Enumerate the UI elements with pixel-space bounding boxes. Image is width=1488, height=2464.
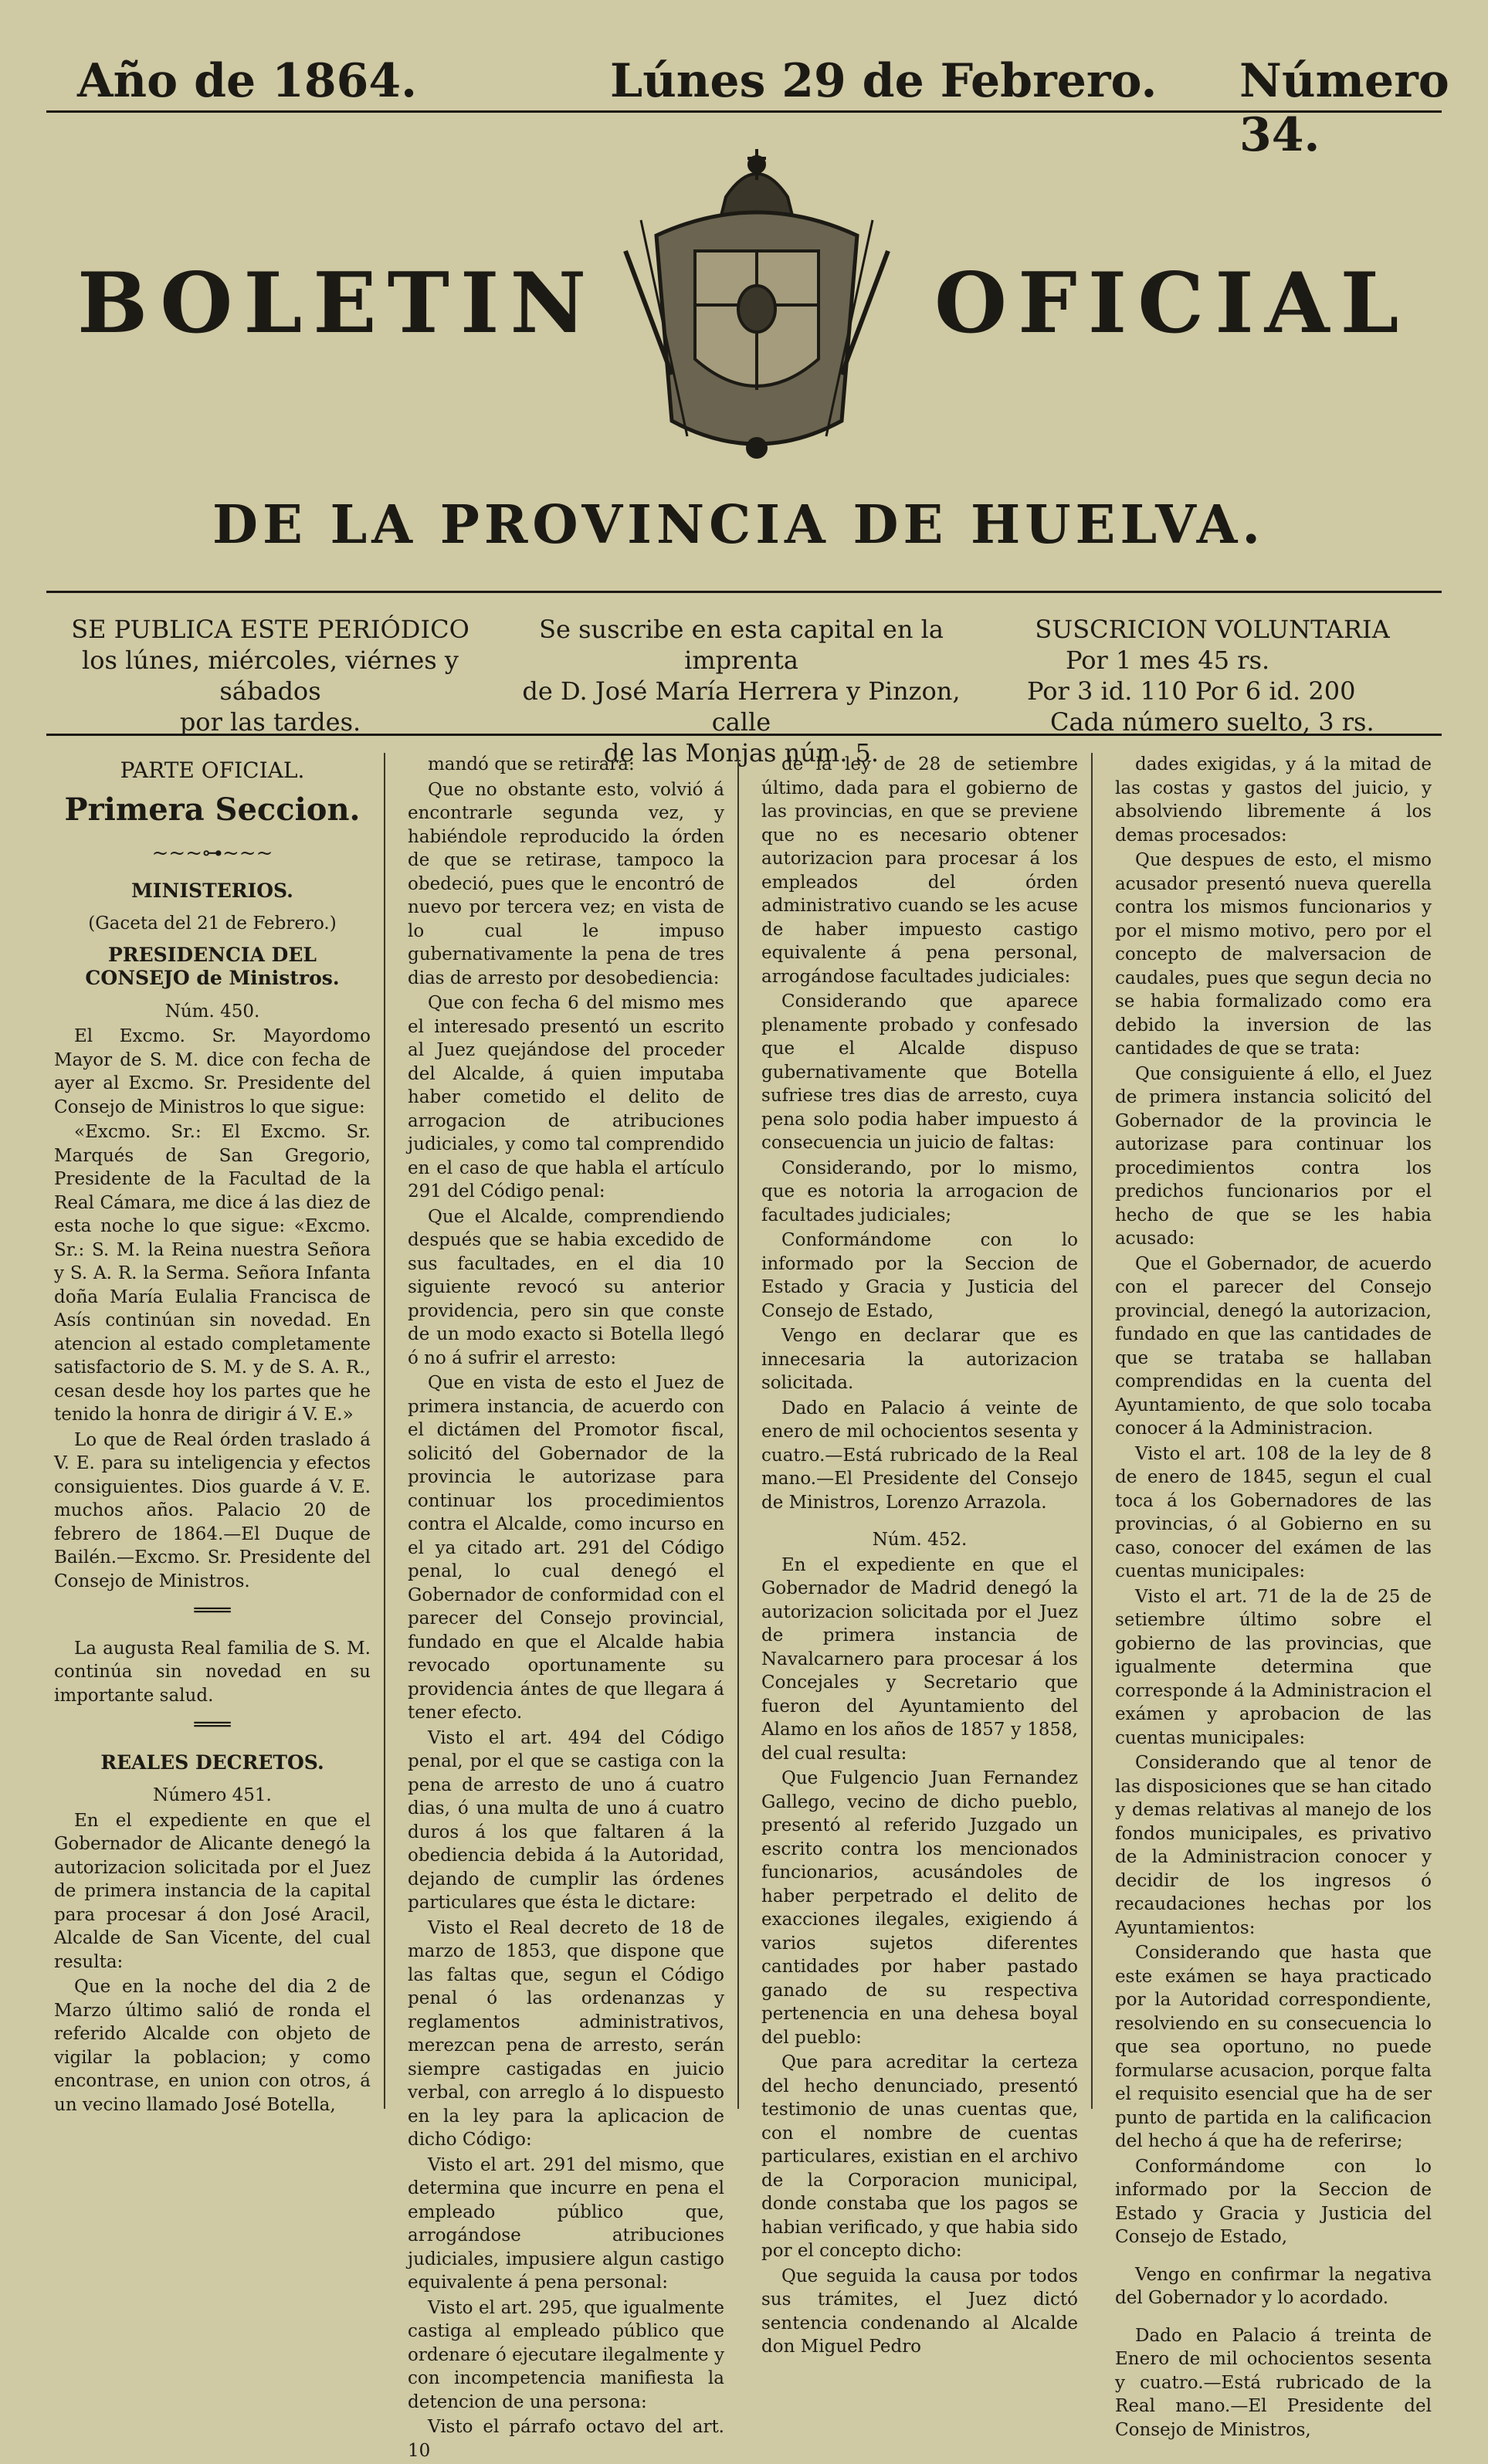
masthead-title-right: OFICIAL <box>934 255 1410 352</box>
column-3-paragraph: de la ley de 28 de setiembre último, dada para el gobierno de las provincias, en que se previene que no es necesario obtener autorizacion para procesar á los empleados del órden administrativo cuando se les acuse de haber impuesto castigo equivalente á pena personal, arrogándose facultades judiciales: <box>761 754 1078 987</box>
column-divider-1 <box>384 753 385 2109</box>
column-2-paragraph: Que en vista de esto el Juez de primera instancia, de acuerdo con el dictámen del Promotor fiscal, solicitó del Gobernador de la provincia le autorizase para continuar los procedimientos contra el Alcalde, como incurso en el ya citado art. 291 del Código penal, lo cual denegó el Gobernador de conformidad con el parecer del Consejo provincial, fundado en que el Alcalde habia revocado oportunamente su providencia ántes de que llegara á tener efecto. <box>408 1373 724 1723</box>
subscription-prices <box>996 614 1429 737</box>
column-3-paragraph: Considerando que aparece plenamente probado y confesado que el Alcalde dispuso gubernativamente que Botella sufriese tres dias de arresto, cuya pena solo podia haber impuesto á consecuencia un juicio de faltas: <box>761 991 1078 1153</box>
column-2-paragraph: Que el Alcalde, comprendiendo después que se habia excedido de sus facultades, en el dia 10 siguiente revocó su anterior providencia, pero sin que conste de un modo exacto si Botella llegó ó no á sufrir el arresto: <box>408 1206 724 1368</box>
column-1-part-heading: PARTE OFICIAL. <box>120 758 305 783</box>
column-4-paragraph: Considerando que al tenor de las disposiciones que se han citado y demas relativas al manejo de los fondos municipales, es privativo de la Administracion conocer y decidir de los ingresos ó recaudaciones hechas por los Ayuntamientos: <box>1115 1753 1432 1938</box>
place-line-1: Se suscribe en esta capital en la imprenta <box>539 615 944 675</box>
column-4-paragraph: Visto el art. 71 de la de 25 de setiembre último sobre el gobierno de las provincias, que igualmente determina que corresponde á la Administracion el exámen y aprobacion de las cuentas municipales: <box>1115 1586 1432 1748</box>
column-2-paragraph: Visto el párrafo octavo del art. 10 <box>408 2417 724 2461</box>
column-2-paragraph: Visto el art. 494 del Código penal, por el que se castiga con la pena de arresto de uno á cuatro dias, ó una multa de uno á cuatro duros á los que faltaren á la obediencia debida á la Autoridad, dejando de cumplir las órdenes particulares que ésta le dictare: <box>408 1727 724 1913</box>
column-divider-2 <box>737 753 739 2109</box>
columns-top-rule <box>46 734 1442 736</box>
column-4-paragraph: Que despues de esto, el mismo acusador presentó nueva querella contra los mismos funcionarios y por el mismo motivo, pero por el concepto de malversacion de caudales, pues que segun decia no se habia formalizado como era debido la inversion de las cantidades de que se trata: <box>1115 850 1432 1059</box>
column-3-paragraph: Conformándome con lo informado por la Seccion de Estado y Gracia y Justicia del Consejo de Estado, <box>761 1230 1078 1321</box>
price-1-month: Por 1 mes 45 rs. <box>1066 646 1270 675</box>
column-1-centered-line: Número 451. <box>153 1785 272 1805</box>
column-3-centered-line: Núm. 452. <box>872 1530 968 1550</box>
column-2-paragraph: Que no obstante esto, volvió á encontrarle segunda vez, y habiéndole reproducido la órden de que se retirase, tampoco la obedeció, pues que le encontró de nuevo por tercera vez; en vista de lo cual le impuso gubernativamente la pena de tres dias de arresto por desobediencia: <box>408 779 724 988</box>
top-rule <box>46 110 1442 113</box>
column-1-paragraph: Que en la noche del dia 2 de Marzo último salió de ronda el referido Alcalde con objeto de vigilar la poblacion; y como encontrase, en union con otros, á un vecino llamado José Botella, <box>54 1977 371 2115</box>
column-1-paragraph: «Excmo. Sr.: El Excmo. Sr. Marqués de San Gregorio, Presidente de la Facultad de la Real Cámara, me dice á las diez de esta noche lo que sigue: «Excmo. Sr.: S. M. la Reina nuestra Señora y S. A. R. la Serma. Señora Infanta doña María Eulalia Francisca de Asís continúan sin novedad. En atencion al estado completamente satisfactorio de S. M. y de S. A. R., cesan desde hoy los partes que he tenido la honra de dirigir á V. E.» <box>54 1122 371 1425</box>
issue-number: Número 34. <box>1239 54 1449 162</box>
schedule-line-1: SE PUBLICA ESTE PERIÓDICO <box>71 615 469 644</box>
royal-coat-of-arms-emblem <box>610 143 903 467</box>
column-2-paragraph: Visto el art. 295, que igualmente castiga al empleado público que ordenare ó ejecutare ilegalmente y con incompetencia manifiesta la detencion de una persona: <box>408 2297 724 2412</box>
column-1-paragraph: Lo que de Real órden traslado á V. E. para su inteligencia y efectos consiguientes. Dios guarde á V. E. muchos años. Palacio 20 de febrero de 1864.—El Duque de Bailén.—Excmo. Sr. Presidente del Consejo de Ministros. <box>54 1429 371 1591</box>
column-1-section-heading: Primera Seccion. <box>64 791 361 828</box>
column-3-paragraph: Considerando, por lo mismo, que es notoria la arrogacion de facultades judiciales; <box>761 1157 1078 1225</box>
column-1-subheading: MINISTERIOS. <box>131 879 293 902</box>
column-4-paragraph: Considerando que hasta que este exámen se haya practicado por la Autoridad correspondiente, resolviendo en su consecuencia lo que sea oportuno, no puede formularse acusacion, porque falta el requisito esencial que ha de ser punto de partida en la calificacion del hecho á que ha de referirse; <box>1115 1943 1432 2151</box>
masthead-subtitle: DE LA PROVINCIA DE HUELVA. <box>212 494 1265 556</box>
column-1-subheading: PRESIDENCIA DEL CONSEJO de Ministros. <box>85 943 340 989</box>
price-single-issue: Cada número suelto, 3 rs. <box>1050 707 1374 737</box>
column-2-paragraph: mandó que se retirara: <box>428 754 635 774</box>
column-3-paragraph: Que seguida la causa por todos sus trámites, el Juez dictó sentencia condenando al Alcalde don Miguel Pedro <box>761 2266 1078 2357</box>
column-1-paragraph: En el expediente en que el Gobernador de Alicante denegó la autorizacion solicitada por el Juez de primera instancia de la capital para procesar á don José Aracil, Alcalde de San Vicente, del cual resulta: <box>54 1810 371 1972</box>
text-column-3 <box>761 753 1078 2361</box>
column-1-centered-line: (Gaceta del 21 de Febrero.) <box>88 913 337 934</box>
price-3-6-months: Por 3 id. 110 Por 6 id. 200 <box>1027 676 1356 706</box>
column-2-paragraph: Visto el art. 291 del mismo, que determina que incurre en pena el empleado público que, arrogándose atribuciones judiciales, impusiere algun castigo equivalente á pena personal: <box>408 2154 724 2293</box>
column-4-paragraph: dades exigidas, y á la mitad de las costas y gastos del juicio, y absolviendo libremente á los demas procesados: <box>1115 754 1432 846</box>
column-3-paragraph: Dado en Palacio á veinte de enero de mil ochocientos sesenta y cuatro.—Está rubricado de la Real mano.—El Presidente del Consejo de Ministros, Lorenzo Arrazola. <box>761 1398 1078 1513</box>
column-1-paragraph: El Excmo. Sr. Mayordomo Mayor de S. M. dice con fecha de ayer al Excmo. Sr. Presidente del Consejo de Ministros lo que sigue: <box>54 1026 371 1117</box>
schedule-line-3: por las tardes. <box>179 707 361 737</box>
column-1-separator: ~~~⊶~~~ <box>151 842 273 865</box>
column-divider-3 <box>1091 753 1093 2109</box>
schedule-line-2: los lúnes, miércoles, viérnes y sábados <box>82 646 459 706</box>
column-4-paragraph: Vengo en confirmar la negativa del Gobernador y lo acordado. <box>1115 2264 1432 2308</box>
masthead-title-left: BOLETIN <box>77 255 598 352</box>
column-1-separator: ═══ <box>194 1599 231 1622</box>
column-3-paragraph: En el expediente en que el Gobernador de Madrid denegó la autorizacion solicitada por el Juez de primera instancia de Navalcarnero para procesar á los Concejales y Secretario que fueron del Ayuntamiento del Alamo en los años de 1857 y 1858, del cual resulta: <box>761 1554 1078 1764</box>
text-column-2 <box>408 753 724 2464</box>
column-1-paragraph: La augusta Real familia de S. M. continúa sin novedad en su importante salud. <box>54 1638 371 1706</box>
column-4-paragraph: Visto el art. 108 de la ley de 8 de enero de 1845, segun el cual toca á los Gobernadores de las provincias, ó al Gobierno en su caso, conocer del exámen de las cuentas municipales: <box>1115 1443 1432 1581</box>
column-1-subheading: REALES DECRETOS. <box>100 1751 324 1774</box>
prices-heading: SUSCRICION VOLUNTARIA <box>1035 615 1390 644</box>
text-column-4 <box>1115 753 1432 2443</box>
publication-schedule <box>54 614 486 737</box>
column-1-separator: ═══ <box>194 1713 231 1737</box>
masthead-rule <box>46 591 1442 593</box>
place-line-2: de D. José María Herrera y Pinzon, calle <box>522 676 961 737</box>
column-2-paragraph: Que con fecha 6 del mismo mes el interesado presentó un escrito al Juez quejándose del proceder del Alcalde, á quien imputaba haber cometido el delito de arrogacion de atribuciones judiciales, y como tal comprendido en el caso de que habla el artículo 291 del Código penal: <box>408 993 724 1201</box>
column-1-centered-line: Núm. 450. <box>164 1001 260 1022</box>
issue-date: Lúnes 29 de Febrero. <box>610 54 1158 108</box>
column-4-paragraph: Conformándome con lo informado por la Seccion de Estado y Gracia y Justicia del Consejo de Estado, <box>1115 2156 1432 2247</box>
issue-year: Año de 1864. <box>77 54 417 108</box>
column-2-paragraph: Visto el Real decreto de 18 de marzo de 1853, que dispone que las faltas que, segun el Código penal ó las ordenanzas y reglamentos administrativos, merezcan pena de arresto, serán siempre castigadas en juicio verbal, con arreglo á lo dispuesto en la ley para la aplicacion de dicho Código: <box>408 1917 724 2150</box>
text-column-1 <box>54 753 371 2118</box>
column-3-paragraph: Que Fulgencio Juan Fernandez Gallego, vecino de dicho pueblo, presentó al referido Juzgado un escrito contra los mencionados funcionarios, acusándoles de haber perpetrado el delito de exacciones ilegales, exigiendo á varios sujetos diferentes cantidades por haber pastado ganado de su respectiva pertenencia en una dehesa boyal del pueblo: <box>761 1768 1078 2048</box>
column-4-paragraph: Dado en Palacio á treinta de Enero de mil ochocientos sesenta y cuatro.—Está rubricado de la Real mano.—El Presidente del Consejo de Ministros, <box>1115 2325 1432 2440</box>
column-3-paragraph: Vengo en declarar que es innecesaria la autorizacion solicitada. <box>761 1326 1078 1393</box>
column-3-paragraph: Que para acreditar la certeza del hecho denunciado, presentó testimonio de unas cuentas que, con el nombre de cuentas particulares, existian en el archivo de la Corporacion municipal, donde constaba que los pagos se habian verificado, y que habia sido por el concepto dicho: <box>761 2052 1078 2261</box>
column-4-paragraph: Que el Gobernador, de acuerdo con el parecer del Consejo provincial, denegó la autorizacion, fundado en que las cantidades de que se trataba se hallaban comprendidas en la cuenta del Ayuntamiento, de que solo tocaba conocer á la Administracion. <box>1115 1253 1432 1439</box>
column-4-paragraph: Que consiguiente á ello, el Juez de primera instancia solicitó del Gobernador de la provincia le autorizase para continuar los procedimientos contra los predichos funcionarios por el hecho de que se les habia acusado: <box>1115 1063 1432 1249</box>
subscription-place <box>502 614 981 768</box>
place-line-3: de las Monjas núm. 5. <box>603 738 880 768</box>
